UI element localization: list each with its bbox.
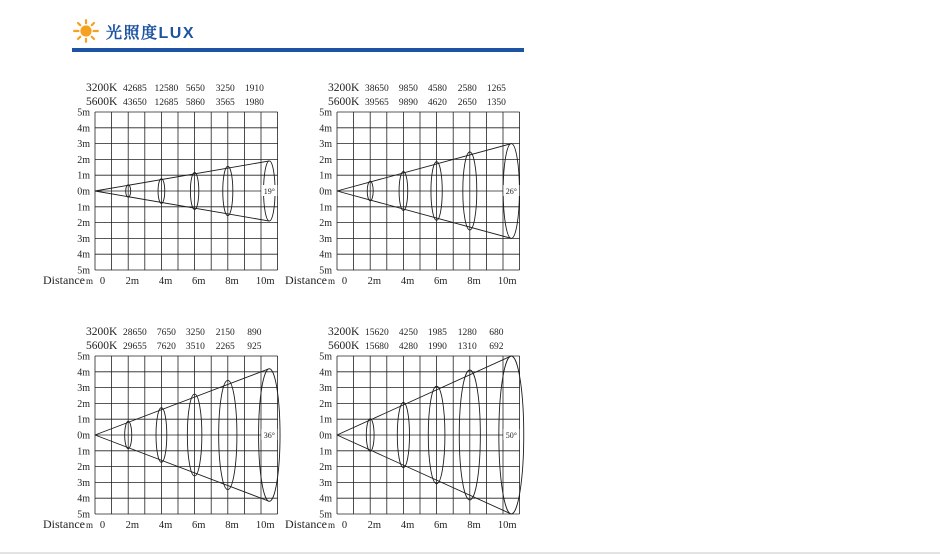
x-axis-labels — [285, 273, 516, 287]
x-tick-label: 6m — [434, 276, 448, 287]
x-axis-labels — [43, 273, 274, 287]
y-tick-label: 1m — [77, 202, 90, 214]
x-tick-label: 8m — [467, 520, 481, 531]
lux-value: 38650 — [364, 84, 389, 94]
y-tick-label: 4m — [319, 493, 332, 505]
y-tick-label: 3m — [77, 477, 90, 489]
y-axis-labels — [77, 108, 90, 277]
x-axis-title: Distance — [43, 273, 85, 287]
lux-value: 4280 — [398, 342, 418, 352]
lux-value: 15620 — [364, 328, 389, 338]
lux-value: 12580 — [154, 84, 179, 94]
x-tick-label: 4m — [400, 276, 415, 287]
lux-value: 1980 — [244, 98, 264, 108]
color-temp-label: 3200K — [328, 82, 360, 94]
y-tick-label: 4m — [77, 367, 90, 379]
beam-diagram-svg — [277, 78, 527, 306]
x-tick-label: 6m — [192, 276, 206, 287]
y-tick-label: 2m — [319, 154, 332, 166]
y-tick-label: 3m — [319, 383, 332, 395]
lux-value: 5860 — [185, 98, 205, 108]
x-axis-labels — [285, 517, 516, 531]
x-axis-unit: m — [327, 520, 336, 530]
x-axis-title: Distance — [285, 517, 327, 531]
lux-value: 2265 — [215, 342, 235, 352]
beam-chart-36deg — [35, 322, 285, 550]
lux-value: 12685 — [154, 98, 179, 108]
y-tick-label: 0m — [319, 430, 332, 442]
y-tick-label: 2m — [77, 154, 90, 166]
y-tick-label: 5m — [319, 509, 332, 521]
color-temp-label: 5600K — [328, 96, 360, 108]
lux-value: 1910 — [244, 84, 264, 94]
lux-value: 3250 — [185, 328, 205, 338]
lux-value: 29655 — [122, 342, 147, 352]
lux-value: 9890 — [398, 98, 418, 108]
grid — [337, 112, 520, 270]
beam-angle-label: 19° — [263, 187, 275, 196]
grid — [95, 112, 278, 270]
lux-value: 43650 — [122, 98, 147, 108]
lux-values-row-3200K — [86, 326, 262, 338]
x-tick-label: 10m — [497, 276, 517, 287]
x-tick-label: 8m — [225, 276, 239, 287]
lux-value: 1990 — [427, 342, 447, 352]
x-tick-label: 4m — [158, 276, 173, 287]
beam-chart-26deg — [277, 78, 527, 306]
lux-value: 925 — [247, 342, 262, 352]
y-tick-label: 5m — [77, 351, 90, 363]
y-tick-label: 5m — [77, 107, 90, 119]
beam-diagram-svg — [277, 322, 527, 550]
y-tick-label: 4m — [319, 123, 332, 135]
x-tick-label: 6m — [434, 520, 448, 531]
y-tick-label: 3m — [77, 233, 90, 245]
x-tick-label: 0 — [341, 276, 348, 287]
color-temp-label: 5600K — [328, 340, 360, 352]
y-tick-label: 3m — [77, 383, 90, 395]
y-tick-label: 5m — [319, 351, 332, 363]
y-tick-label: 4m — [77, 249, 90, 261]
lux-value: 1350 — [486, 98, 506, 108]
color-temp-label: 3200K — [86, 82, 118, 94]
y-tick-label: 3m — [319, 477, 332, 489]
y-tick-label: 4m — [319, 249, 332, 261]
color-temp-label: 3200K — [86, 326, 118, 338]
lux-value: 2150 — [215, 328, 235, 338]
x-axis-unit: m — [85, 276, 94, 286]
y-axis-labels — [319, 108, 332, 277]
x-tick-label: 0 — [99, 520, 106, 531]
beam-angle-label: 26° — [505, 187, 517, 196]
x-axis-unit: m — [327, 276, 336, 286]
x-tick-label: 10m — [255, 520, 275, 531]
lux-value: 2650 — [457, 98, 477, 108]
beam-angle-label: 36° — [263, 431, 275, 440]
y-tick-label: 1m — [77, 414, 90, 426]
y-tick-label: 2m — [319, 398, 332, 410]
x-axis-labels — [43, 517, 274, 531]
y-tick-label: 3m — [77, 139, 90, 151]
beam-diagram-svg — [35, 78, 285, 306]
x-tick-label: 0 — [341, 520, 348, 531]
y-tick-label: 1m — [319, 202, 332, 214]
lux-value: 7650 — [156, 328, 176, 338]
x-axis-title: Distance — [43, 517, 85, 531]
lux-values-row-5600K — [328, 96, 506, 108]
sun-icon — [72, 17, 100, 45]
lux-value: 2580 — [457, 84, 477, 94]
lux-value: 39565 — [364, 98, 389, 108]
y-tick-label: 2m — [77, 398, 90, 410]
x-tick-label: 6m — [192, 520, 206, 531]
lux-values-row-5600K — [86, 96, 264, 108]
color-temp-label: 5600K — [86, 340, 118, 352]
x-tick-label: 0 — [99, 276, 106, 287]
lux-value: 890 — [247, 328, 262, 338]
lux-value: 3565 — [215, 98, 235, 108]
y-tick-label: 1m — [77, 170, 90, 182]
lux-values-row-3200K — [86, 82, 264, 94]
x-tick-label: 4m — [400, 520, 415, 531]
y-tick-label: 2m — [77, 462, 90, 474]
grid — [95, 356, 278, 514]
y-tick-label: 2m — [319, 218, 332, 230]
lux-values-row-5600K — [86, 340, 262, 352]
color-temp-label: 3200K — [328, 326, 360, 338]
lux-value: 7620 — [156, 342, 176, 352]
lux-value: 1265 — [486, 84, 506, 94]
lux-value: 4620 — [427, 98, 447, 108]
y-tick-label: 1m — [319, 446, 332, 458]
y-tick-label: 0m — [319, 186, 332, 198]
y-tick-label: 4m — [319, 367, 332, 379]
beam-diagram-svg — [35, 322, 285, 550]
beam-chart-50deg — [277, 322, 527, 550]
lux-value: 15680 — [364, 342, 389, 352]
y-tick-label: 2m — [319, 462, 332, 474]
x-tick-label: 8m — [467, 276, 481, 287]
lux-value: 692 — [489, 342, 504, 352]
x-tick-label: 2m — [125, 520, 140, 531]
y-tick-label: 3m — [319, 139, 332, 151]
x-tick-label: 10m — [497, 520, 517, 531]
x-axis-unit: m — [85, 520, 94, 530]
lux-values-row-5600K — [328, 340, 504, 352]
y-tick-label: 0m — [77, 430, 90, 442]
x-tick-label: 2m — [367, 520, 382, 531]
lux-value: 42685 — [122, 84, 147, 94]
y-tick-label: 1m — [319, 414, 332, 426]
x-tick-label: 2m — [125, 276, 140, 287]
color-temp-label: 5600K — [86, 96, 118, 108]
lux-value: 680 — [489, 328, 504, 338]
y-tick-label: 5m — [77, 265, 90, 277]
lux-values-row-3200K — [328, 326, 504, 338]
y-tick-label: 0m — [77, 186, 90, 198]
y-tick-label: 5m — [77, 509, 90, 521]
lux-value: 4580 — [427, 84, 447, 94]
lux-value: 5650 — [185, 84, 205, 94]
y-axis-labels — [77, 352, 90, 521]
header-underline — [72, 48, 524, 52]
lux-value: 1985 — [427, 328, 447, 338]
x-tick-label: 4m — [158, 520, 173, 531]
y-axis-labels — [319, 352, 332, 521]
x-tick-label: 2m — [367, 276, 382, 287]
section-header — [72, 16, 524, 52]
y-tick-label: 1m — [77, 446, 90, 458]
lux-value: 1310 — [457, 342, 477, 352]
lux-value: 3510 — [185, 342, 205, 352]
beam-chart-19deg — [35, 78, 285, 306]
y-tick-label: 4m — [77, 123, 90, 135]
x-axis-title: Distance — [285, 273, 327, 287]
y-tick-label: 3m — [319, 233, 332, 245]
beam-angle-label: 50° — [505, 431, 517, 440]
page-title: 光照度LUX — [106, 24, 196, 42]
lux-value: 4250 — [398, 328, 418, 338]
lux-value: 1280 — [457, 328, 477, 338]
y-tick-label: 2m — [77, 218, 90, 230]
y-tick-label: 5m — [319, 265, 332, 277]
lux-value: 9850 — [398, 84, 418, 94]
lux-value: 3250 — [215, 84, 235, 94]
x-tick-label: 10m — [255, 276, 275, 287]
lux-values-row-3200K — [328, 82, 506, 94]
y-tick-label: 4m — [77, 493, 90, 505]
y-tick-label: 1m — [319, 170, 332, 182]
y-tick-label: 5m — [319, 107, 332, 119]
x-tick-label: 8m — [225, 520, 239, 531]
lux-value: 28650 — [122, 328, 147, 338]
